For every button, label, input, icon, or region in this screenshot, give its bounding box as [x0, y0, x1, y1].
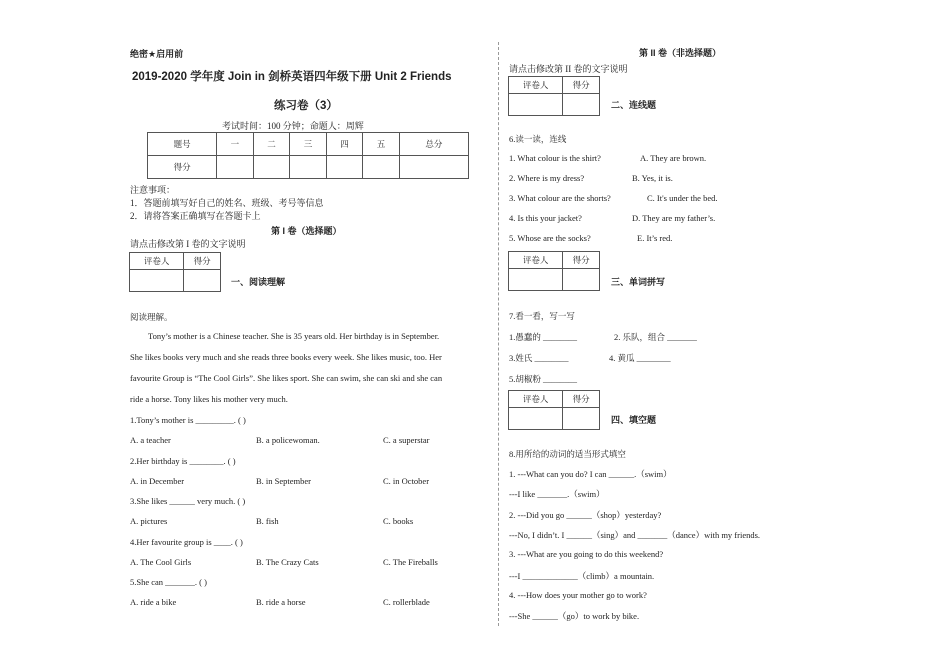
secret-label: 绝密★启用前	[130, 49, 184, 59]
grader-box	[129, 252, 221, 292]
spelling-item[interactable]: 5.胡椒粉 ________	[509, 374, 578, 384]
vol1-title: 第 I 卷（选择题）	[271, 226, 342, 236]
score-label: 得分	[184, 253, 221, 270]
score-header: 一	[217, 133, 254, 156]
score-header: 五	[363, 133, 400, 156]
spelling-item[interactable]: 3.姓氏 ________	[509, 353, 569, 363]
section4-title: 四、填空题	[611, 415, 657, 425]
question: 4.Her favourite group is ____. ( )	[130, 537, 243, 547]
fill-line[interactable]: ---No, I didn’t. I ______（sing）and _______（dance）with my friends.	[509, 530, 761, 540]
grader-cell[interactable]	[563, 269, 600, 291]
option-a[interactable]: A. The Cool Girls	[130, 557, 192, 567]
grader-box	[508, 390, 600, 430]
spelling-item[interactable]: 1.愚蠢的 ________	[509, 332, 578, 342]
section4-intro: 8.用所给的动词的适当形式填空	[509, 449, 626, 459]
option-c[interactable]: C. a superstar	[383, 435, 430, 445]
fill-line[interactable]: 1. ---What can you do? I can ______.（swim）	[509, 469, 672, 479]
grader-box	[508, 76, 600, 116]
vol2-desc[interactable]: 请点击修改第 II 卷的文字说明	[509, 64, 628, 74]
option-b[interactable]: B. in September	[256, 476, 312, 486]
note-item: 2．请将答案正确填写在答题卡上	[130, 211, 261, 221]
score-header: 三	[290, 133, 327, 156]
column-divider	[498, 42, 499, 626]
question: 1.Tony’s mother is _________. ( )	[130, 415, 246, 425]
grader-cell[interactable]	[184, 270, 221, 292]
score-cell[interactable]	[399, 156, 468, 179]
score-cell[interactable]	[326, 156, 363, 179]
section2-intro: 6.读一读，连线	[509, 134, 567, 144]
score-cell[interactable]	[217, 156, 254, 179]
score-header: 总分	[399, 133, 468, 156]
vol2-title: 第 II 卷（非选择题）	[639, 48, 722, 58]
score-label: 得分	[563, 391, 600, 408]
grader-box	[508, 251, 600, 291]
section3-intro: 7.看一看，写一写	[509, 311, 575, 321]
score-cell[interactable]	[363, 156, 400, 179]
reviewer-label: 评卷人	[509, 391, 563, 408]
section3-title: 三、单词拼写	[611, 277, 666, 287]
grader-cell[interactable]	[563, 94, 600, 116]
score-header: 四	[326, 133, 363, 156]
question: 3.She likes ______ very much. ( )	[130, 496, 246, 506]
option-b[interactable]: B. The Crazy Cats	[256, 557, 319, 567]
option-b[interactable]: B. a policewoman.	[256, 435, 320, 445]
reviewer-label: 评卷人	[130, 253, 184, 270]
reviewer-label: 评卷人	[509, 252, 563, 269]
match-left[interactable]: 1. What colour is the shirt?	[509, 153, 601, 163]
grader-cell[interactable]	[563, 408, 600, 430]
section1-title: 一、阅读理解	[231, 277, 286, 287]
score-cell[interactable]	[253, 156, 290, 179]
fill-line[interactable]: ---I _____________（climb）a mountain.	[509, 571, 655, 581]
exam-title: 2019-2020 学年度 Join in 剑桥英语四年级下册 Unit 2 Friends	[132, 71, 452, 83]
passage-line: ride a horse. Tony likes his mother very much.	[130, 394, 288, 404]
passage-line: She likes books very much and she reads three books every week. She likes music, too. Her	[130, 352, 442, 362]
match-right[interactable]: B. Yes, it is.	[632, 173, 673, 183]
notes-title: 注意事项：	[130, 185, 176, 195]
option-a[interactable]: A. pictures	[130, 516, 168, 526]
score-label: 得分	[563, 77, 600, 94]
grader-cell[interactable]	[509, 408, 563, 430]
grader-cell[interactable]	[509, 269, 563, 291]
match-right[interactable]: A. They are brown.	[640, 153, 707, 163]
score-header: 二	[253, 133, 290, 156]
match-right[interactable]: D. They are my father’s.	[632, 213, 716, 223]
fill-line[interactable]: 2. ---Did you go ______（shop）yesterday?	[509, 510, 662, 520]
section2-title: 二、连线题	[611, 100, 657, 110]
option-a[interactable]: A. ride a bike	[130, 597, 177, 607]
section1-intro: 阅读理解。	[130, 312, 173, 322]
spelling-item[interactable]: 4. 黄瓜 ________	[609, 353, 671, 363]
exam-subtitle: 练习卷（3）	[274, 100, 338, 112]
passage-line: favourite Group is “The Cool Girls”. She likes sport. She can swim, she can ski and she can	[130, 373, 443, 383]
option-a[interactable]: A. a teacher	[130, 435, 171, 445]
vol1-desc[interactable]: 请点击修改第 I 卷的文字说明	[130, 239, 246, 249]
option-c[interactable]: C. rollerblade	[383, 597, 430, 607]
grader-cell[interactable]	[130, 270, 184, 292]
score-cell[interactable]	[290, 156, 327, 179]
question: 2.Her birthday is ________. ( )	[130, 456, 236, 466]
question: 5.She can _______. ( )	[130, 577, 207, 587]
match-right[interactable]: E. It’s red.	[637, 233, 673, 243]
match-left[interactable]: 2. Where is my dress?	[509, 173, 585, 183]
option-b[interactable]: B. fish	[256, 516, 279, 526]
score-row-label: 得分	[148, 156, 217, 179]
fill-line[interactable]: ---I like _______.（swim）	[509, 489, 605, 499]
option-c[interactable]: C. books	[383, 516, 414, 526]
option-c[interactable]: C. The Fireballs	[383, 557, 438, 567]
fill-line[interactable]: 3. ---What are you going to do this weekend?	[509, 549, 664, 559]
exam-info: 考试时间：100 分钟；命题人：周辉	[222, 121, 364, 131]
grader-cell[interactable]	[509, 94, 563, 116]
match-left[interactable]: 4. Is this your jacket?	[509, 213, 582, 223]
match-left[interactable]: 3. What colour are the shorts?	[509, 193, 611, 203]
match-left[interactable]: 5. Whose are the socks?	[509, 233, 591, 243]
reviewer-label: 评卷人	[509, 77, 563, 94]
option-b[interactable]: B. ride a horse	[256, 597, 306, 607]
spelling-item[interactable]: 2. 乐队，组合 _______	[614, 332, 697, 342]
note-item: 1．答题前填写好自己的姓名、班级、考号等信息	[130, 198, 324, 208]
fill-line[interactable]: ---She ______（go）to work by bike.	[509, 611, 640, 621]
score-table	[147, 132, 469, 179]
option-c[interactable]: C. in October	[383, 476, 430, 486]
score-label: 得分	[563, 252, 600, 269]
passage-line: Tony’s mother is a Chinese teacher. She is 35 years old. Her birthday is in September.	[148, 331, 440, 341]
match-right[interactable]: C. It's under the bed.	[647, 193, 718, 203]
option-a[interactable]: A. in December	[130, 476, 185, 486]
score-header: 题号	[148, 133, 217, 156]
fill-line[interactable]: 4. ---How does your mother go to work?	[509, 590, 647, 600]
